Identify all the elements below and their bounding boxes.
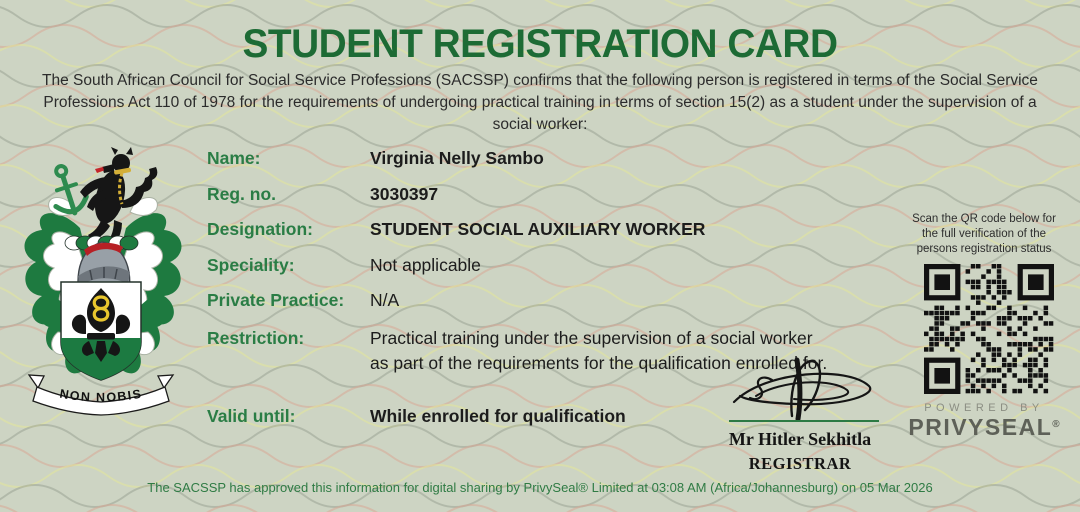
- field-label: Designation:: [207, 219, 313, 239]
- field-value: 3030397: [370, 184, 439, 204]
- field-value: STUDENT SOCIAL AUXILIARY WORKER: [370, 219, 706, 239]
- privyseal-text: PRIVYSEAL: [908, 414, 1053, 440]
- field-value: N/A: [370, 290, 400, 310]
- intro-text: The South African Council for Social Service Professions (SACSSP) confirms that the following person is registered in terms of the Social Service Professions Act 110 of 1978 for the requirements of undergoing practical training in terms of section 15(2) as a student under the supervision of a social worker:: [42, 72, 1038, 133]
- field-label: Reg. no.: [207, 184, 277, 204]
- field-value: While enrolled for qualification: [370, 406, 626, 426]
- motto-scroll: [29, 375, 173, 415]
- field-value: Virginia Nelly Sambo: [370, 148, 544, 168]
- powered-by-label: POWERED BY: [924, 402, 1044, 414]
- restriction-line-1: Practical training under the supervision of a social worker: [370, 328, 813, 348]
- signature-line: [729, 420, 879, 422]
- field-label: Valid until:: [207, 406, 296, 426]
- page-title: STUDENT REGISTRATION CARD: [242, 22, 838, 66]
- field-label: Name:: [207, 148, 261, 168]
- field-label: Restriction:: [207, 328, 305, 348]
- privyseal-wordmark: [896, 414, 1072, 441]
- svg-text:NON NOBIS: [59, 387, 144, 405]
- qr-caption-line: the full verification of the: [921, 228, 1046, 240]
- motto-text: NON NOBIS: [58, 386, 144, 405]
- approval-footer: The SACSSP has approved this information for digital sharing by PrivySeal® Limited at 03:08 AM (Africa/Johannesburg) on 05 Mar 2026: [147, 480, 933, 495]
- qr-caption: [903, 212, 1065, 257]
- qr-code: [924, 264, 1054, 394]
- field-value: Not applicable: [370, 255, 481, 275]
- registrar-name: Mr Hitler Sekhitla: [728, 429, 872, 449]
- qr-caption-line: persons registration status: [916, 243, 1052, 255]
- field-label: Private Practice:: [207, 290, 345, 310]
- registrar-signature: [726, 352, 884, 424]
- registrar-title: REGISTRAR: [748, 454, 852, 473]
- registered-trademark-symbol: ®: [1052, 419, 1060, 430]
- qr-caption-line: Scan the QR code below for: [912, 213, 1056, 225]
- field-label: Speciality:: [207, 255, 295, 275]
- restriction-line-2: as part of the requirements for the qualification enrolled for.: [370, 353, 828, 373]
- sacssp-coat-of-arms: [18, 142, 196, 422]
